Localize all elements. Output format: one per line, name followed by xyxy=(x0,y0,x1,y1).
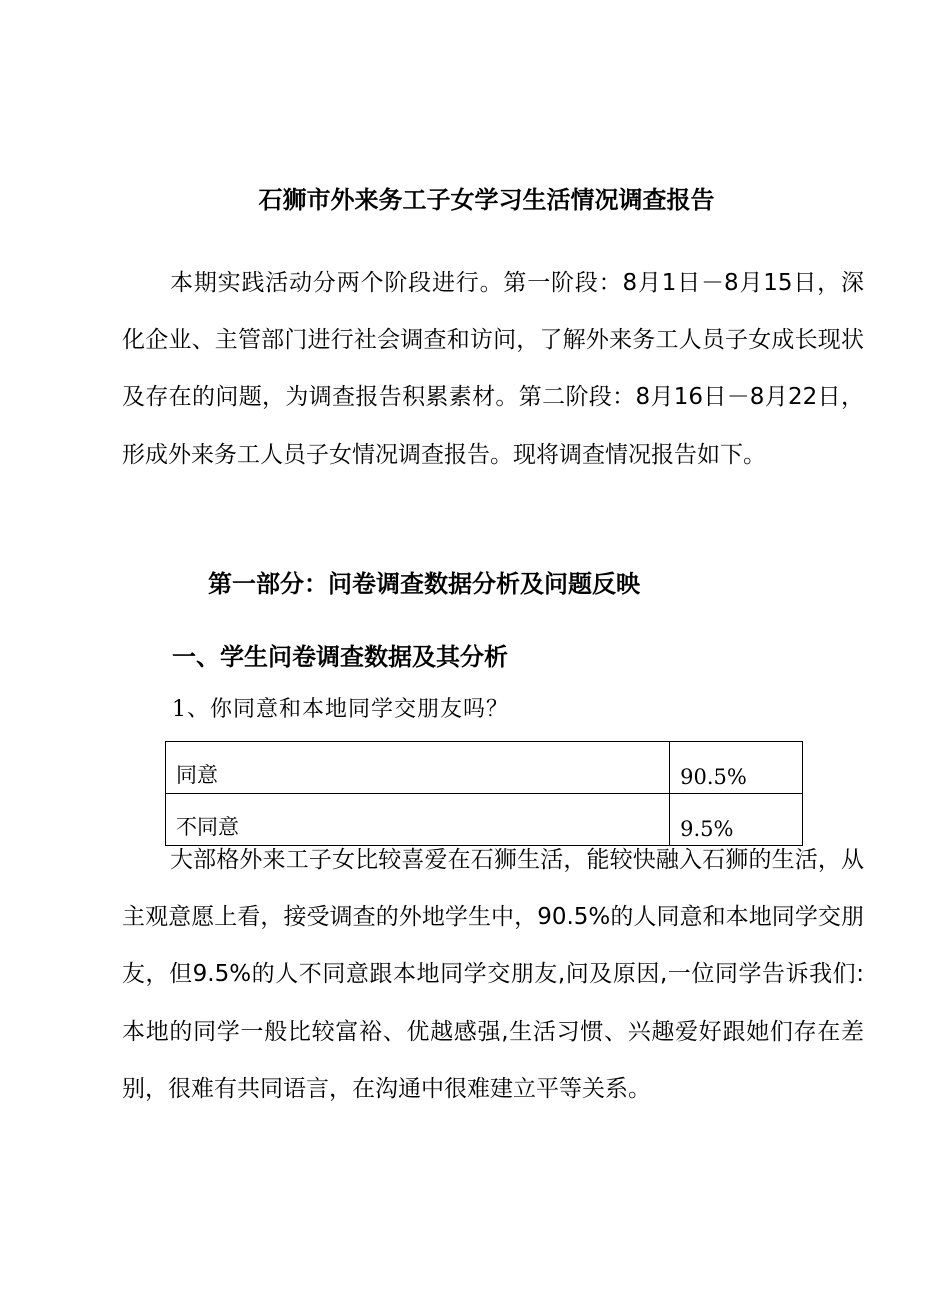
percent-cell: 9.5% xyxy=(670,794,803,846)
analysis-paragraph: 大部格外来工子女比较喜爱在石狮生活，能较快融入石狮的生活，从主观意愿上看，接受调查的外地学生中，90.5%的人同意和本地同学交朋友，但9.5%的人不同意跟本地同学交朋友,问及原因,一位同学告诉我们:本地的同学一般比较富裕、优越感强,生活习惯、兴趣爱好跟她们存在差别，很难有共同语言，在沟通中很难建立平等关系。 xyxy=(122,847,864,1102)
survey-results-table xyxy=(165,741,803,846)
percent-cell: 90.5% xyxy=(670,742,803,794)
report-title: 石狮市外来务工子女学习生活情况调查报告 xyxy=(258,186,715,214)
option-cell: 不同意 xyxy=(166,794,670,846)
section-heading: 一、学生问卷调查数据及其分析 xyxy=(172,643,508,671)
survey-question: 1、你同意和本地同学交朋友吗？ xyxy=(172,697,509,722)
intro-paragraph: 本期实践活动分两个阶段进行。第一阶段：8月1日－8月15日，深化企业、主管部门进行社会调查和访问，了解外来务工人员子女成长现状及存在的问题，为调查报告积累素材。第二阶段：8月16日－8月22日，形成外来务工人员子女情况调查报告。现将调查情况报告如下。 xyxy=(122,270,864,468)
table-row xyxy=(166,742,803,794)
part-heading: 第一部分：问卷调查数据分析及问题反映 xyxy=(208,570,640,598)
option-cell: 同意 xyxy=(166,742,670,794)
